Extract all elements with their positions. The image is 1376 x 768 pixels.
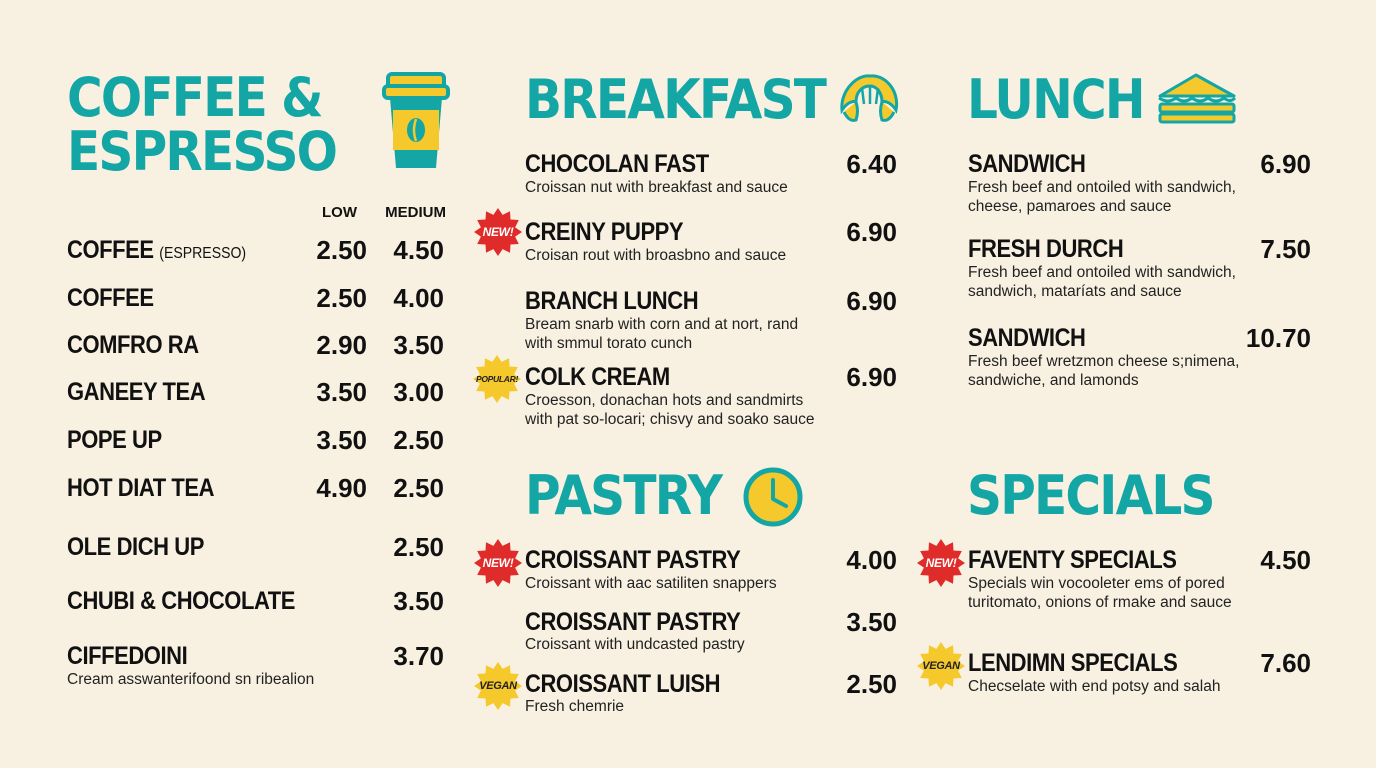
item-description: cheese, pamaroes and sauce <box>968 198 1172 215</box>
item-description: Specials win vocooleter ems of pored <box>968 575 1225 592</box>
item-name: COMFRO RA <box>67 331 199 359</box>
item-name: CHUBI & CHOCOLATE <box>67 587 295 615</box>
item-description: Fresh beef and ontoiled with sandwich, <box>968 264 1236 281</box>
item-name: CREINY PUPPY <box>525 218 684 246</box>
price-low: 4.90 <box>316 473 367 503</box>
coffee-cup-icon <box>382 72 450 172</box>
price-low: 2.50 <box>316 283 367 313</box>
item-name: SANDWICH <box>968 150 1086 178</box>
price-low: 3.50 <box>316 377 367 407</box>
item-price: 6.90 <box>846 217 897 247</box>
item-subtitle: (ESPRESSO) <box>159 245 247 262</box>
item-name: FAVENTY SPECIALS <box>968 546 1177 574</box>
item-description: Croissan nut with breakfast and sauce <box>525 179 788 196</box>
popular-badge: POPULAR! <box>472 354 522 404</box>
item-name: CROISSANT PASTRY <box>525 608 741 636</box>
item-description: Fresh beef wretzmon cheese s;nimena, <box>968 353 1240 370</box>
item-name: CIFFEDOINI <box>67 642 188 670</box>
price-medium: 4.50 <box>393 235 444 265</box>
price-medium: 3.00 <box>393 377 444 407</box>
item-price: 4.50 <box>1260 545 1311 575</box>
item-name: CHOCOLAN FAST <box>525 150 709 178</box>
item-name: OLE DICH UP <box>67 533 204 561</box>
coffee-title-line1: COFFEE & <box>67 66 322 129</box>
new-badge: NEW! <box>473 538 523 588</box>
item-price: 2.50 <box>393 532 444 562</box>
specials-title: SPECIALS <box>967 464 1214 527</box>
item-description: Bream snarb with corn and at nort, rand <box>525 316 799 333</box>
price-low: 2.50 <box>316 235 367 265</box>
item-description: with smmul torato cunch <box>525 335 693 352</box>
item-name: HOT DIAT TEA <box>67 474 215 502</box>
item-name: BRANCH LUNCH <box>525 287 699 315</box>
item-description: Fresh beef and ontoiled with sandwich, <box>968 179 1236 196</box>
lunch-title: LUNCH <box>967 68 1144 131</box>
pastry-title: PASTRY <box>525 464 722 527</box>
item-description: Croissant with aac satiliten snappers <box>525 575 777 592</box>
sandwich-icon <box>1156 72 1238 124</box>
item-description: Cream asswanterifoond sn ribealion <box>67 671 315 688</box>
vegan-badge: VEGAN <box>473 661 523 711</box>
item-name: COFFEE <box>67 284 154 312</box>
item-price: 2.50 <box>846 669 897 699</box>
price-medium: 2.50 <box>393 425 444 455</box>
price-low: 2.90 <box>316 330 367 360</box>
item-name: SANDWICH <box>968 324 1086 352</box>
item-name: COLK CREAM <box>525 363 670 391</box>
item-name: CROISSANT LUISH <box>525 670 721 698</box>
item-name: GANEEY TEA <box>67 378 206 406</box>
item-price: 10.70 <box>1245 323 1311 353</box>
item-price: 3.70 <box>393 641 444 671</box>
item-description: Croissant with undcasted pastry <box>525 636 745 653</box>
item-name: POPE UP <box>67 426 162 454</box>
price-medium: 3.50 <box>393 330 444 360</box>
item-name: CROISSANT PASTRY <box>525 546 741 574</box>
price-low: 3.50 <box>316 425 367 455</box>
new-badge: NEW! <box>473 207 523 257</box>
item-description: sandwich, mataríats and sauce <box>968 283 1182 300</box>
vegan-badge: VEGAN <box>916 641 966 691</box>
item-description: sandwiche, and lamonds <box>968 372 1139 389</box>
item-price: 6.40 <box>846 149 897 179</box>
item-price: 4.00 <box>846 545 897 575</box>
item-name: COFFEE <box>67 236 154 264</box>
item-price: 7.60 <box>1260 648 1311 678</box>
column-header-low: LOW <box>322 204 357 221</box>
price-medium: 2.50 <box>393 473 444 503</box>
item-description: turitomato, onions of rmake and sauce <box>968 594 1232 611</box>
item-price: 6.90 <box>846 362 897 392</box>
item-description: Croisan rout with broasbno and sauce <box>525 247 787 264</box>
price-medium: 4.00 <box>393 283 444 313</box>
croissant-icon <box>836 70 902 126</box>
coffee-title-line2: ESPRESSO <box>67 120 337 183</box>
item-name: LENDIMN SPECIALS <box>968 649 1178 677</box>
item-description: Fresh chemrie <box>525 698 625 715</box>
column-header-medium: MEDIUM <box>385 204 446 221</box>
item-price: 6.90 <box>1260 149 1311 179</box>
clock-icon <box>742 466 804 528</box>
breakfast-title: BREAKFAST <box>525 68 826 131</box>
item-price: 6.90 <box>846 286 897 316</box>
item-description: Checselate with end potsy and salah <box>968 678 1221 695</box>
item-price: 3.50 <box>393 586 444 616</box>
item-price: 3.50 <box>846 607 897 637</box>
new-badge: NEW! <box>916 538 966 588</box>
item-description: Croesson, donachan hots and sandmirts <box>525 392 804 409</box>
item-name: FRESH DURCH <box>968 235 1124 263</box>
item-description: with pat so-locari; chisvy and soako sauce <box>525 411 815 428</box>
item-price: 7.50 <box>1260 234 1311 264</box>
